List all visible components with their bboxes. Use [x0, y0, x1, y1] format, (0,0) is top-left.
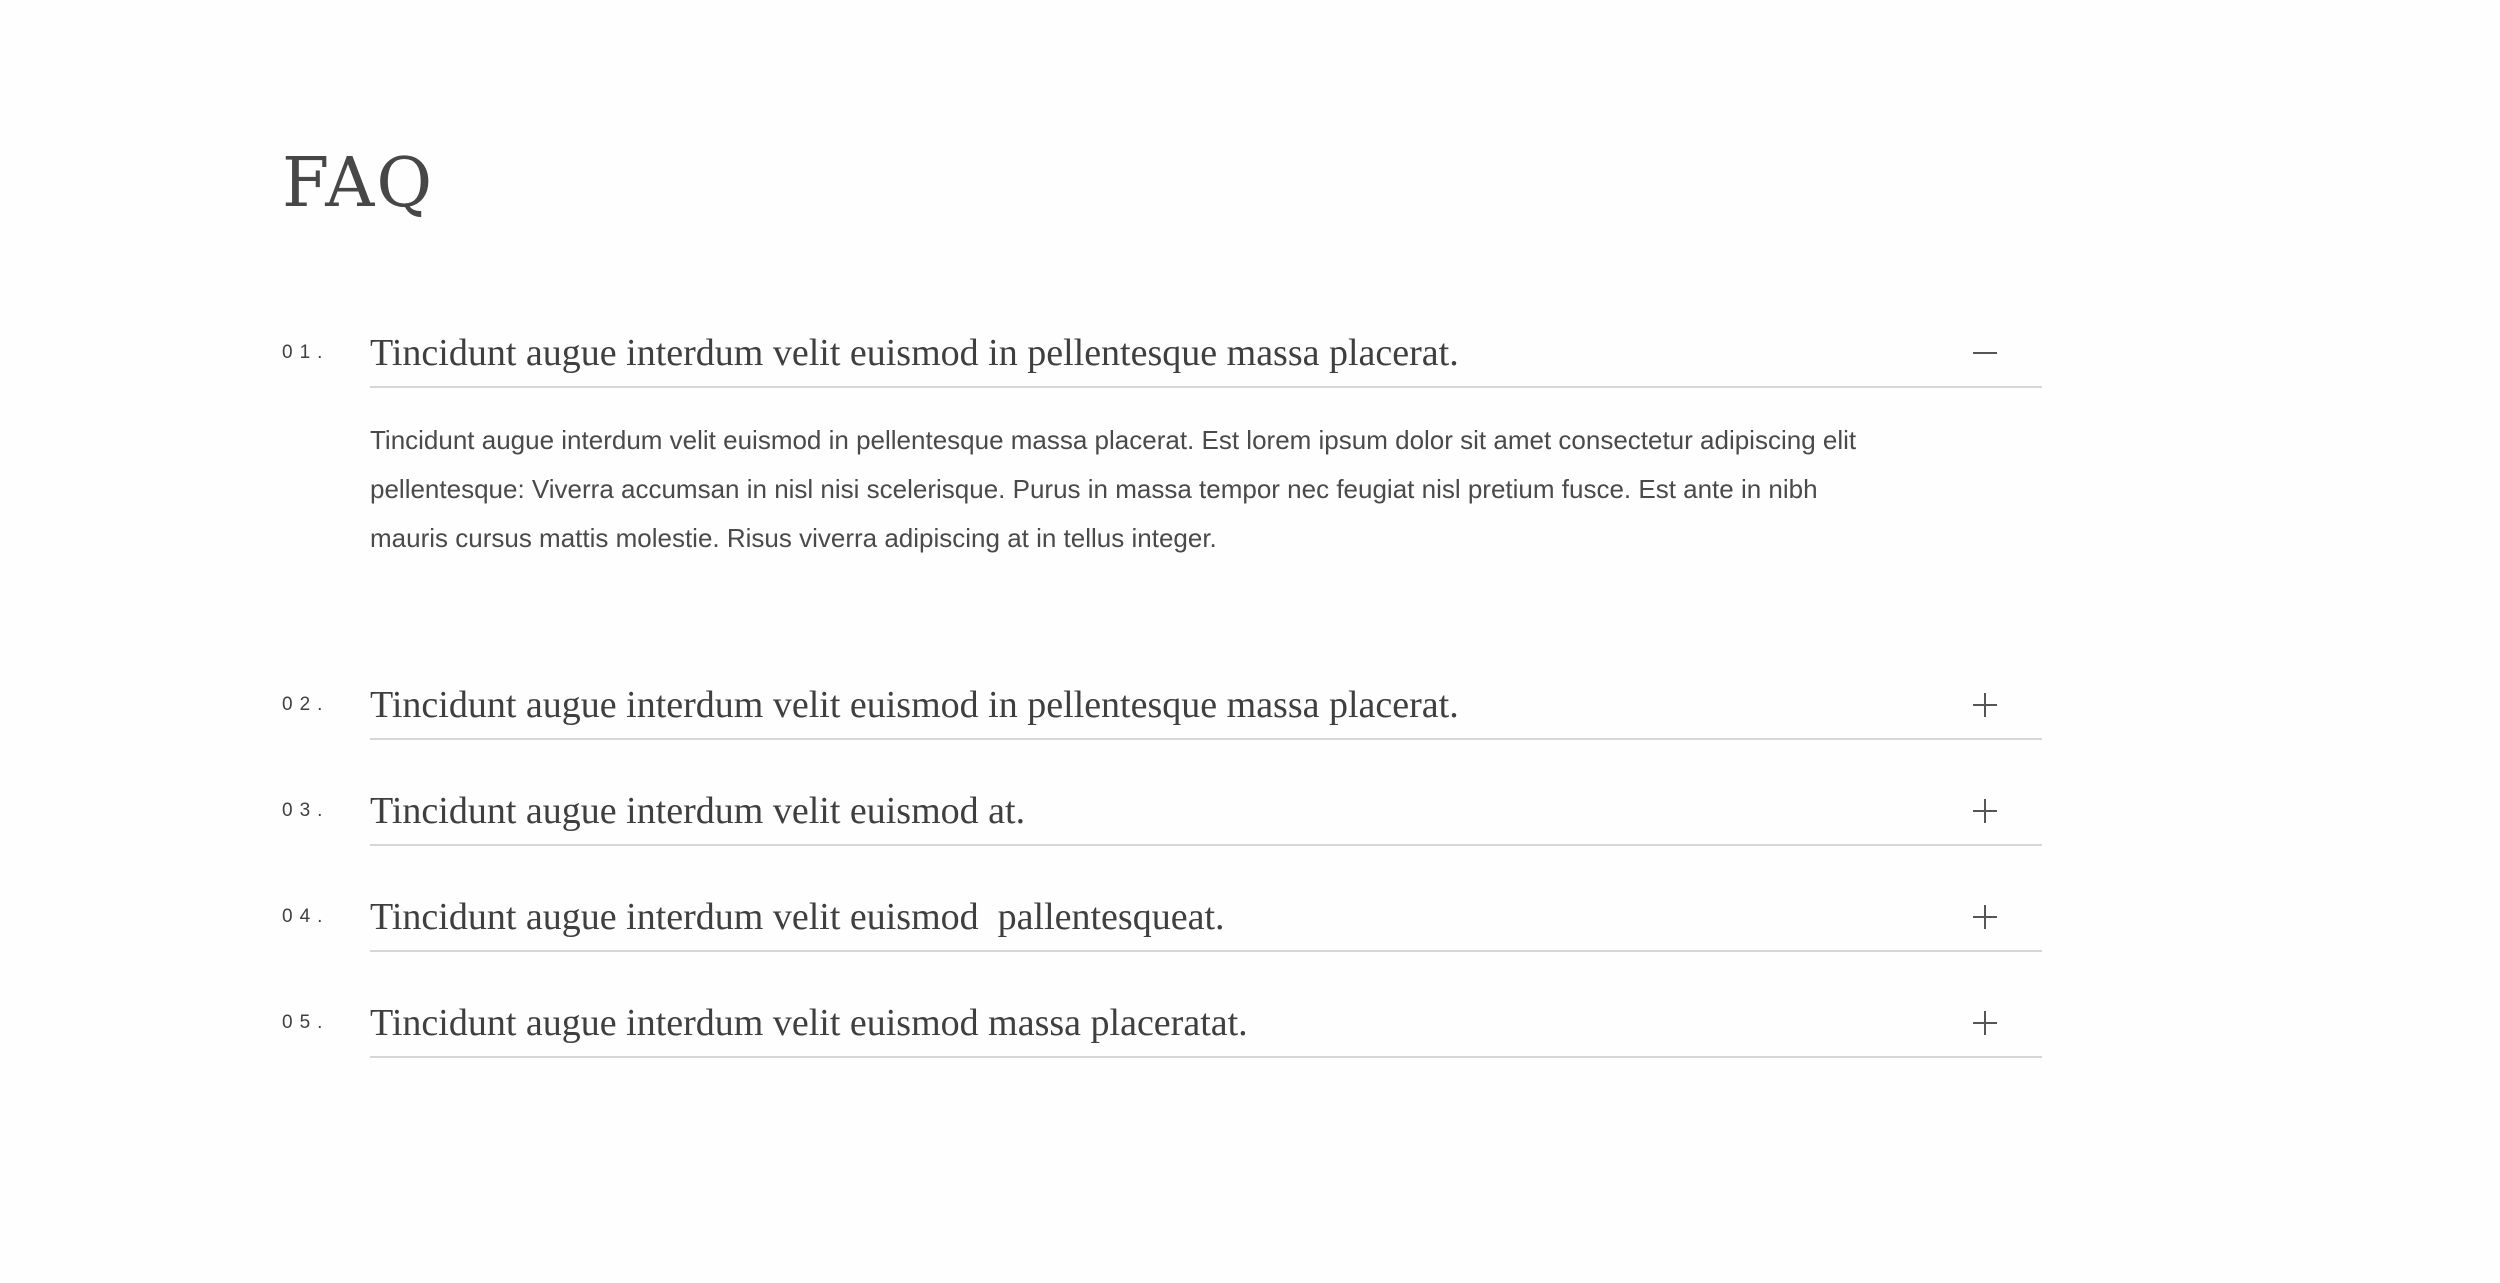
faq-item-1 — [282, 318, 2042, 553]
faq-number: 05. — [282, 1012, 330, 1033]
faq-divider — [370, 844, 2042, 846]
faq-number: 01. — [282, 342, 330, 363]
faq-question[interactable]: Tincidunt augue interdum velit euismod massa placeratat. — [370, 1002, 1248, 1044]
faq-item-2 — [282, 670, 2042, 740]
page-title: FAQ — [282, 144, 435, 223]
faq-item-4 — [282, 882, 2042, 952]
faq-question-row-5[interactable] — [282, 988, 2042, 1058]
plus-icon[interactable] — [1970, 1008, 2000, 1038]
plus-icon[interactable] — [1970, 902, 2000, 932]
faq-question[interactable]: Tincidunt augue interdum velit euismod in pellentesque massa placerat. — [370, 332, 1459, 374]
faq-number: 04. — [282, 906, 330, 927]
faq-divider — [370, 950, 2042, 952]
faq-item-3 — [282, 776, 2042, 846]
minus-icon[interactable] — [1970, 338, 2000, 368]
faq-divider — [370, 386, 2042, 388]
faq-question[interactable]: Tincidunt augue interdum velit euismod in pellentesque massa placerat. — [370, 684, 1459, 726]
faq-number: 03. — [282, 800, 330, 821]
faq-item-5 — [282, 988, 2042, 1058]
faq-question[interactable]: Tincidunt augue interdum velit euismod pallentesqueat. — [370, 896, 1225, 938]
faq-question-row-3[interactable] — [282, 776, 2042, 846]
faq-question[interactable]: Tincidunt augue interdum velit euismod at. — [370, 790, 1026, 832]
faq-divider — [370, 1056, 2042, 1058]
faq-answer: Tincidunt augue interdum velit euismod in pellentesque massa placerat. Est lorem ipsum dolor sit amet consectetur adipiscing elit pellentesque: Viverra accumsan in nisl nisi scelerisque. Purus in massa tempor nec feugiat nisl pretium fusce. Est ante in nibh mauris cursus mattis molestie. Risus viverra adipiscing at in tellus integer. — [370, 425, 1857, 553]
plus-icon[interactable] — [1970, 796, 2000, 826]
faq-divider — [370, 738, 2042, 740]
faq-question-row-1[interactable] — [282, 318, 2042, 388]
faq-question-row-4[interactable] — [282, 882, 2042, 952]
faq-question-row-2[interactable] — [282, 670, 2042, 740]
faq-number: 02. — [282, 694, 330, 715]
plus-icon[interactable] — [1970, 690, 2000, 720]
